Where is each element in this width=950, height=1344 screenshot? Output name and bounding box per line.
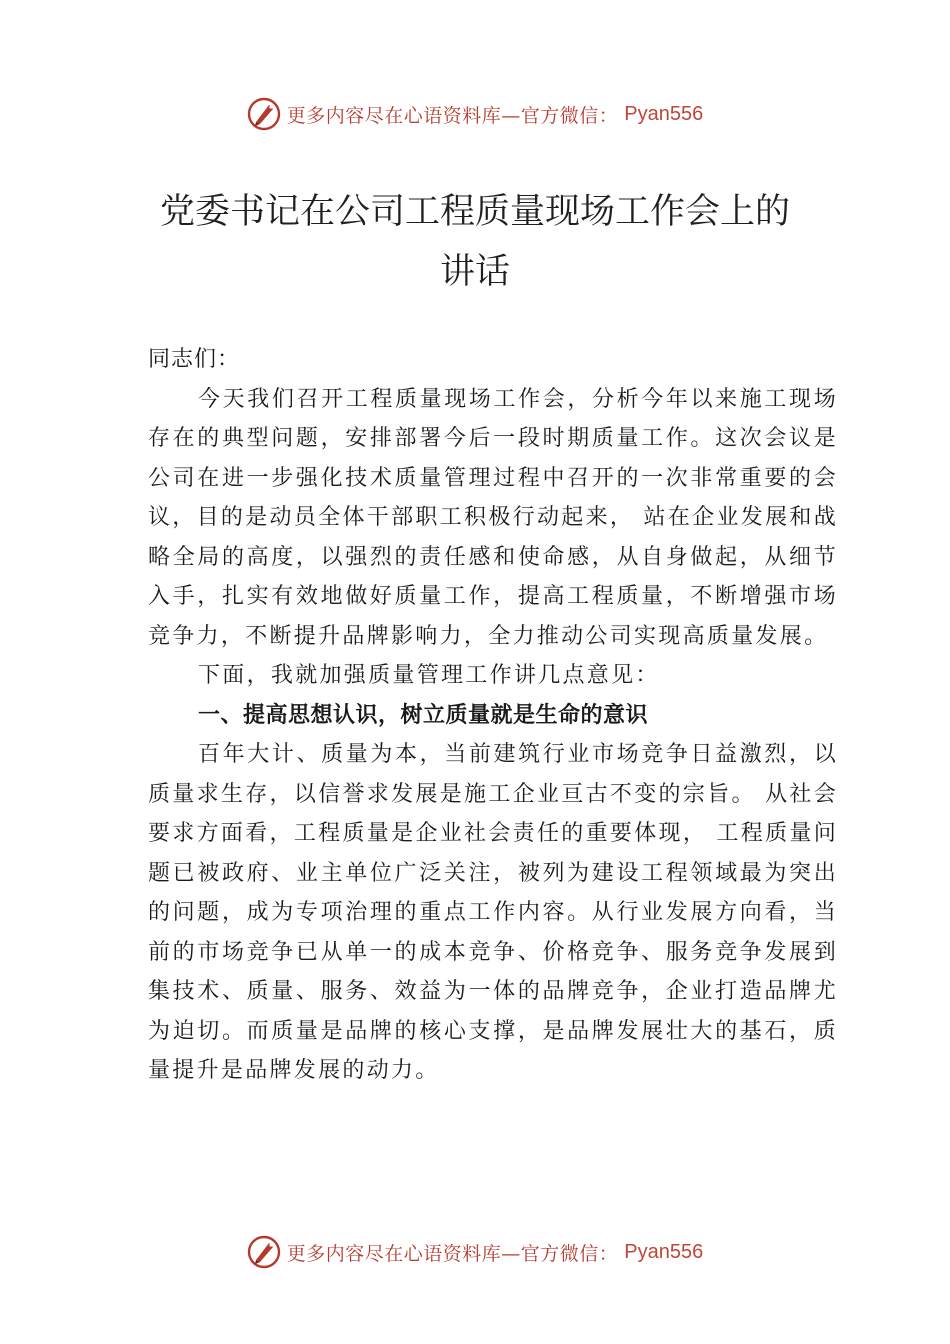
document-title — [120, 182, 830, 302]
title-line-2: 讲话 — [439, 252, 510, 292]
pen-nib-icon — [247, 97, 281, 131]
salutation: 同志们： — [148, 347, 241, 372]
watermark-footer — [0, 1234, 950, 1270]
watermark-id: Pyan556 — [624, 102, 704, 125]
title-line-1: 党委书记在公司工程质量现场工作会上的 — [159, 192, 790, 232]
watermark-id: Pyan556 — [624, 1240, 704, 1263]
watermark-header — [0, 96, 950, 132]
watermark-text: 更多内容尽在心语资料库—官方微信： — [286, 104, 619, 127]
paragraph-2: 下面，我就加强质量管理工作讲几点意见： — [198, 663, 660, 688]
section-heading-1: 一、提高思想认识，树立质量就是生命的意识 — [198, 702, 649, 728]
paragraph-1: 今天我们召开工程质量现场工作会，分析今年以来施工现场存在的典型问题，安排部署今后一段时期质量工作。这次会议是公司在进一步强化技术质量管理过程中召开的一次非常重要的会议，目的是动员全体干部职工积极行动起来， 站在企业发展和战略全局的高度，以强烈的责任感和使命感，从自身做起，从细节入手，扎实有效地做好质量工作，提高工程质量，不断增强市场竞争力，不断提升品牌影响力，全力推动公司实现高质量发展。 — [148, 386, 838, 649]
pen-nib-icon — [247, 1235, 281, 1269]
document-body — [148, 340, 838, 1091]
paragraph-3: 百年大计、质量为本，当前建筑行业市场竞争日益激烈，以质量求生存，以信誉求发展是施工企业亘古不变的宗旨。 从社会要求方面看，工程质量是企业社会责任的重要体现， 工程质量问题已被政府、业主单位广泛关注，被列为建设工程领域最为突出的问题，成为专项治理的重点工作内容。从行业发展方向看，当前的市场竞争已从单一的成本竞争、价格竞争、服务竞争发展到集技术、质量、服务、效益为一体的品牌竞争，企业打造品牌尤为迫切。而质量是品牌的核心支撑，是品牌发展壮大的基石，质量提升是品牌发展的动力。 — [148, 742, 838, 1083]
watermark-text: 更多内容尽在心语资料库—官方微信： — [286, 1242, 619, 1265]
